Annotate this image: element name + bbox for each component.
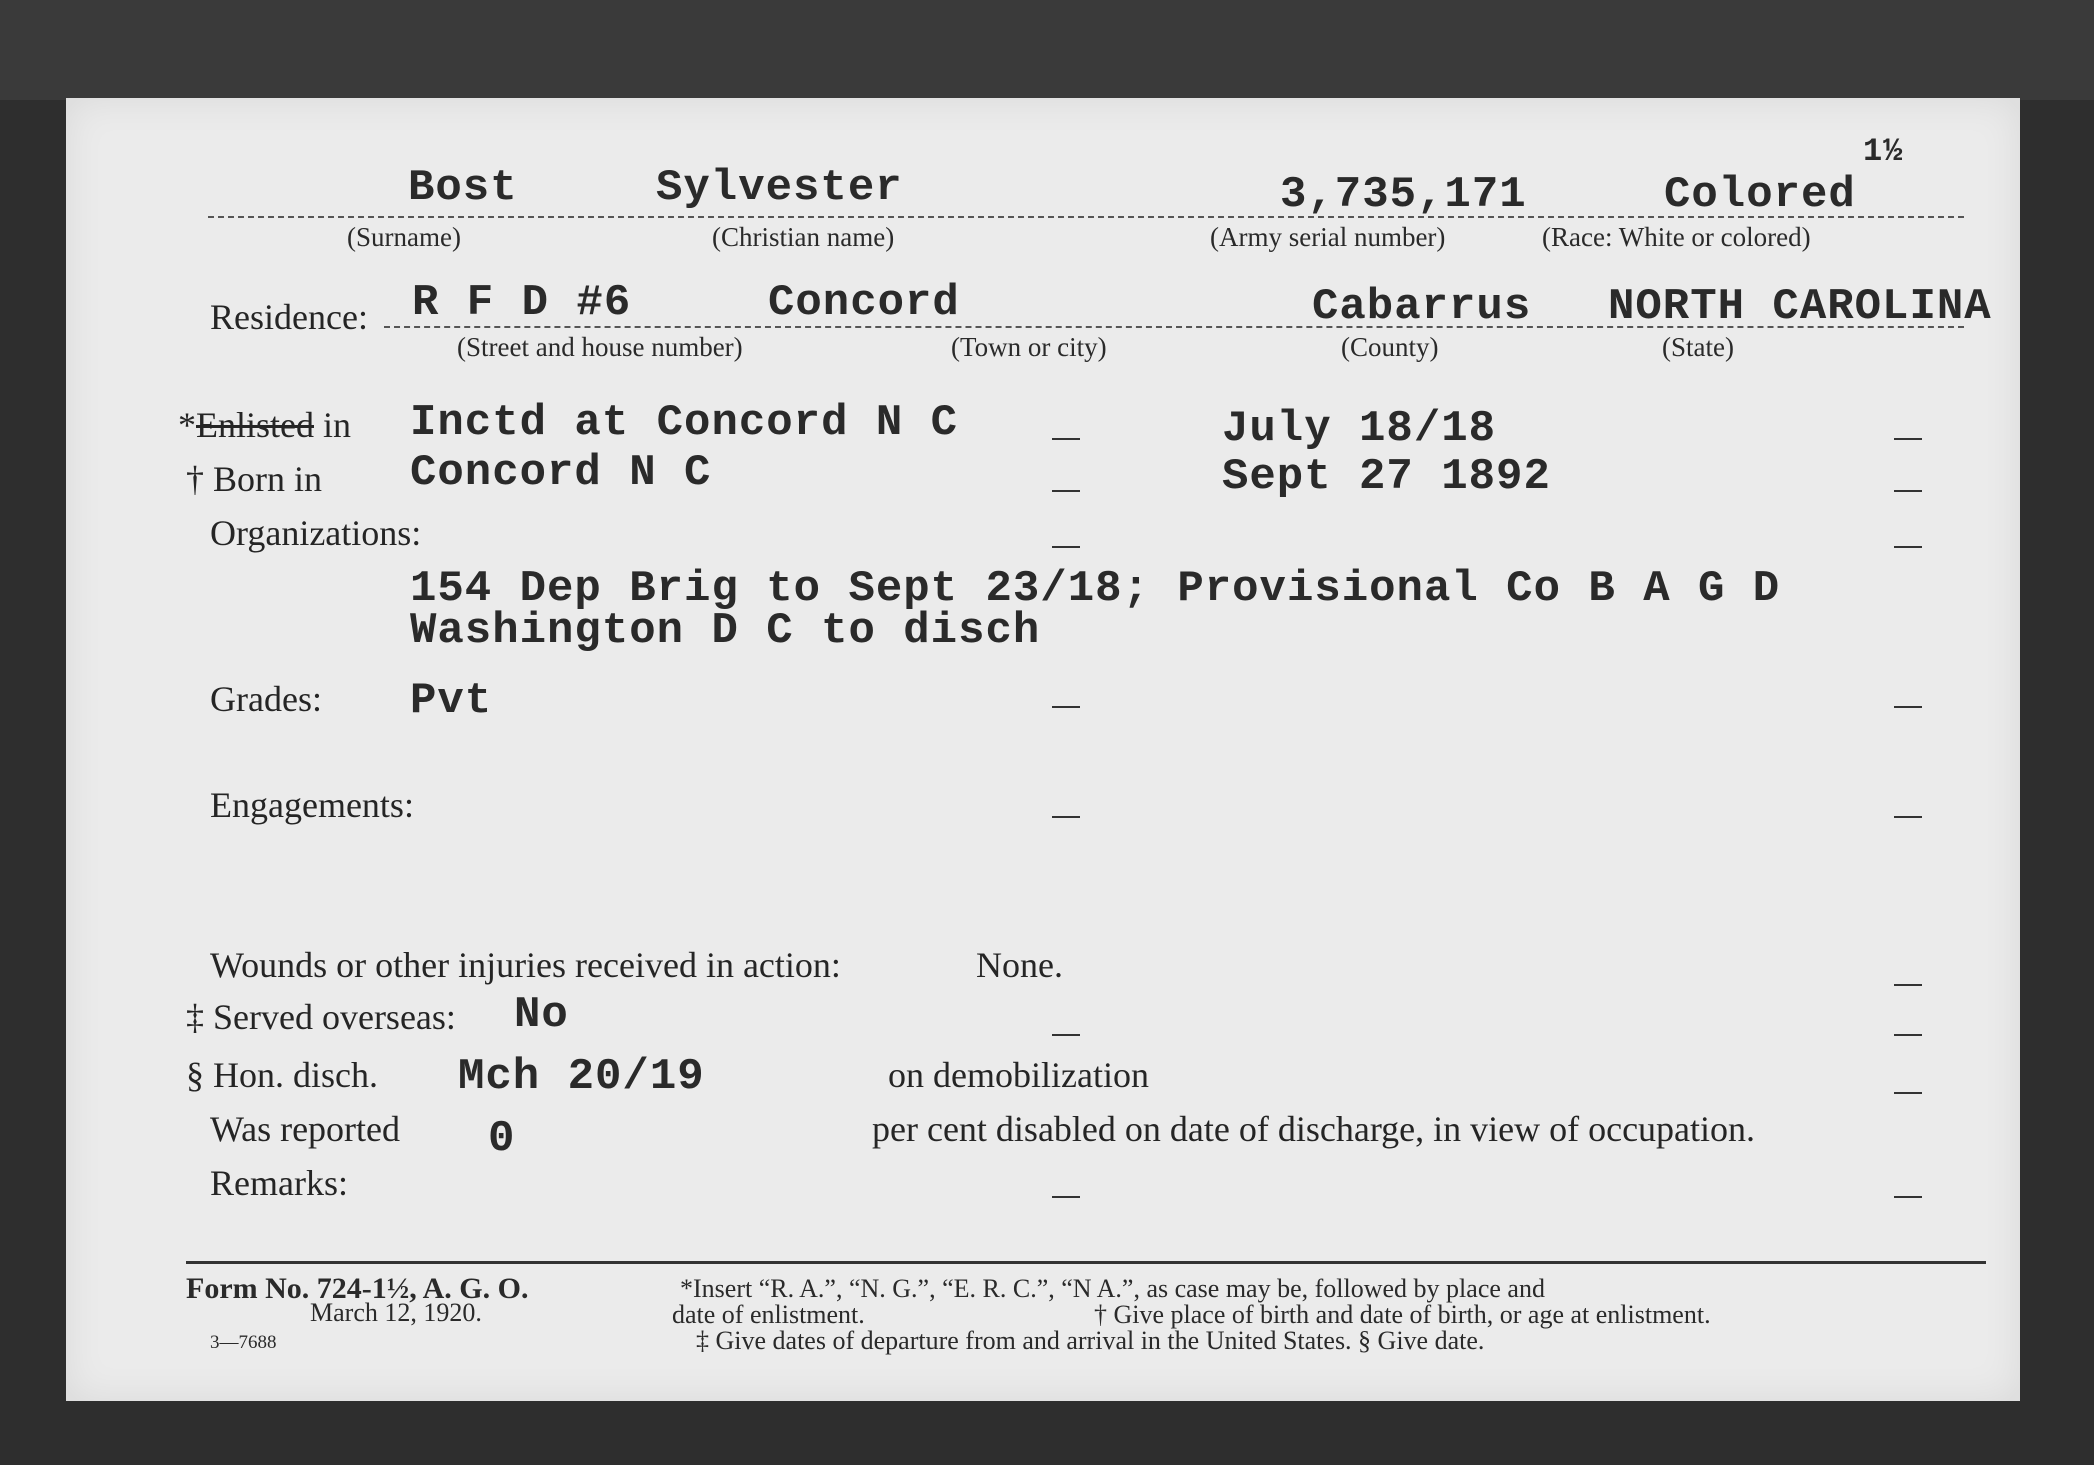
christian-name-value: Sylvester <box>656 163 903 213</box>
grades-value: Pvt <box>410 676 493 726</box>
residence-county: Cabarrus <box>1312 282 1532 332</box>
caption-race: (Race: White or colored) <box>1542 222 1811 252</box>
race-value: Colored <box>1664 170 1856 220</box>
caption-surname: (Surname) <box>347 222 461 252</box>
tick-mark <box>1894 546 1922 548</box>
engagements-label: Engagements: <box>210 785 414 825</box>
service-record-card <box>66 98 2020 1401</box>
reported-value: 0 <box>488 1114 516 1164</box>
tick-mark <box>1894 816 1922 818</box>
caption-serial-number: (Army serial number) <box>1210 222 1446 252</box>
print-code: 3—7688 <box>210 1332 277 1353</box>
footnote-line2a: date of enlistment. <box>672 1300 865 1329</box>
footnote-line3: ‡ Give dates of departure from and arrival in the United States. § Give date. <box>696 1326 1485 1355</box>
tick-mark <box>1052 816 1080 818</box>
organizations-line2: Washington D C to disch <box>410 606 1041 656</box>
reported-text: per cent disabled on date of discharge, in view of occupation. <box>872 1109 1756 1149</box>
footer-rule <box>186 1261 1986 1264</box>
overseas-label: ‡ Served overseas: <box>186 997 456 1037</box>
born-date: Sept 27 1892 <box>1222 452 1551 502</box>
footnote-line2b: † Give place of birth and date of birth, or age at enlistment. <box>1094 1300 1711 1329</box>
form-date: March 12, 1920. <box>310 1298 482 1327</box>
discharge-label: § Hon. disch. <box>186 1055 378 1095</box>
caption-state: (State) <box>1662 332 1734 362</box>
overseas-value: No <box>514 990 569 1040</box>
organizations-line1: 154 Dep Brig to Sept 23/18; Provisional Co B A G D <box>410 564 1781 614</box>
enlisted-date: July 18/18 <box>1222 404 1497 454</box>
organizations-label: Organizations: <box>210 513 422 553</box>
tick-mark <box>1894 984 1922 986</box>
serial-number-value: 3,735,171 <box>1280 170 1527 220</box>
enlisted-label <box>178 404 351 446</box>
residence-state: NORTH CAROLINA <box>1608 282 1992 332</box>
enlisted-struck-word: Enlisted <box>196 405 314 445</box>
remarks-label: Remarks: <box>210 1163 348 1203</box>
caption-county: (County) <box>1341 332 1439 362</box>
reported-label: Was reported <box>210 1109 401 1149</box>
tick-mark <box>1894 1034 1922 1036</box>
born-label: † Born in <box>186 459 323 499</box>
enlisted-marker: * <box>178 405 196 445</box>
tick-mark <box>1052 706 1080 708</box>
wounds-value: None. <box>976 945 1063 985</box>
tick-mark <box>1894 438 1922 440</box>
residence-town: Concord <box>768 278 960 328</box>
born-place: Concord N C <box>410 448 712 498</box>
enlisted-suffix: in <box>313 405 351 445</box>
caption-street: (Street and house number) <box>457 332 743 362</box>
wounds-label: Wounds or other injuries received in action: <box>210 945 841 985</box>
corner-mark: 1½ <box>1863 133 1904 170</box>
residence-label: Residence: <box>210 297 368 337</box>
caption-christian-name: (Christian name) <box>712 222 895 252</box>
scan-background-top <box>0 0 2094 100</box>
tick-mark <box>1052 1196 1080 1198</box>
form-number: Form No. 724-1½, A. G. O. <box>186 1272 529 1305</box>
enlisted-place: Inctd at Concord N C <box>410 398 959 448</box>
tick-mark <box>1052 490 1080 492</box>
tick-mark <box>1894 1196 1922 1198</box>
residence-underline <box>384 326 1964 328</box>
caption-town: (Town or city) <box>951 332 1107 362</box>
footnote-line1: *Insert “R. A.”, “N. G.”, “E. R. C.”, “N A.”, as case may be, followed by place and <box>680 1274 1545 1303</box>
tick-mark <box>1894 1092 1922 1094</box>
tick-mark <box>1894 706 1922 708</box>
discharge-reason: on demobilization <box>888 1055 1149 1095</box>
header-underline <box>208 216 1964 218</box>
tick-mark <box>1052 1034 1080 1036</box>
surname-value: Bost <box>408 163 518 213</box>
tick-mark <box>1052 546 1080 548</box>
grades-label: Grades: <box>210 679 322 719</box>
residence-street: R F D #6 <box>412 278 632 328</box>
tick-mark <box>1052 438 1080 440</box>
tick-mark <box>1894 490 1922 492</box>
discharge-date: Mch 20/19 <box>458 1052 705 1102</box>
